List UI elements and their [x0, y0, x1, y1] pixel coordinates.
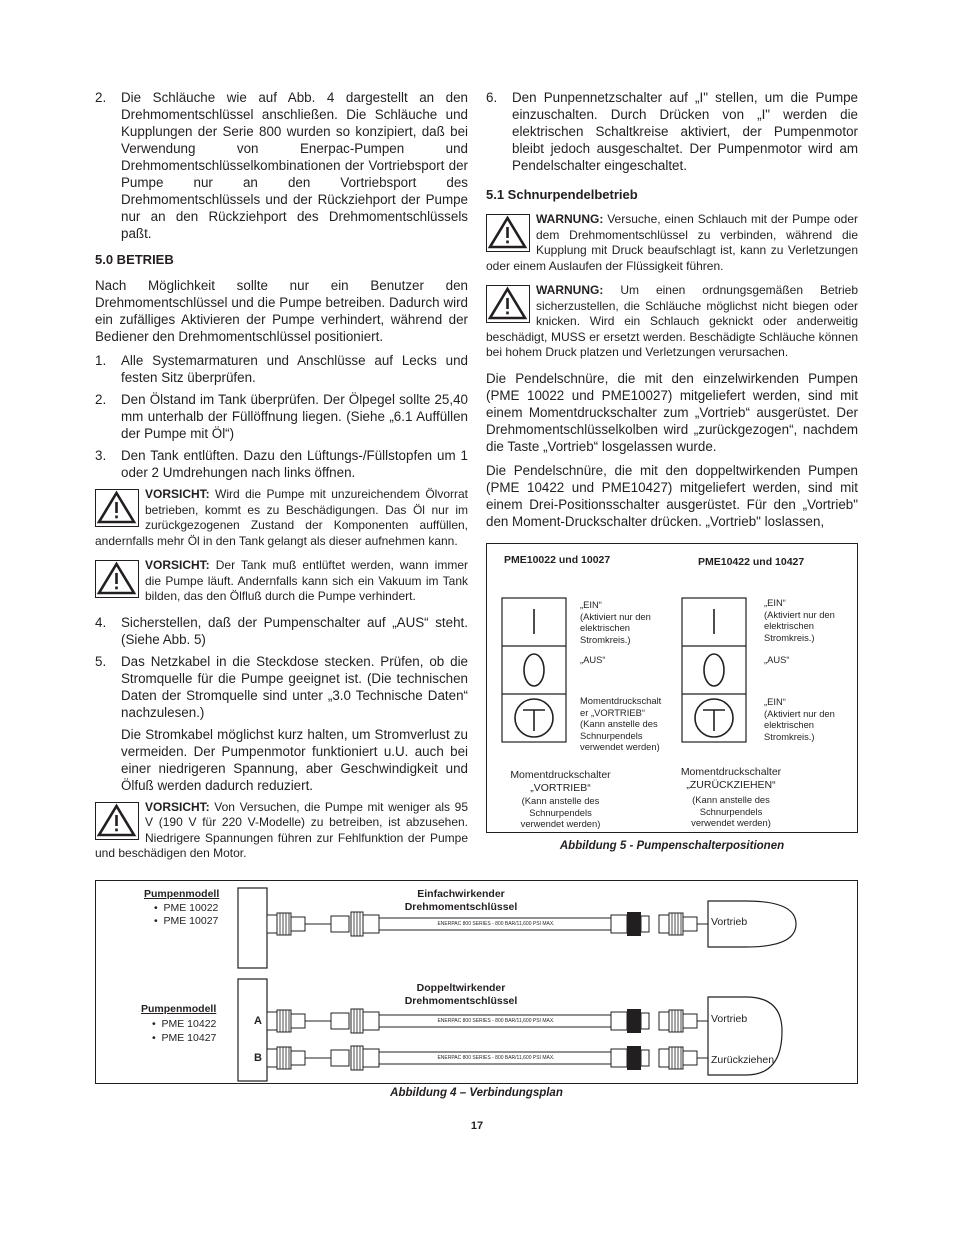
list-item: • PME 10422 — [152, 1018, 217, 1030]
warning-box: WARNUNG: Um einen ordnungsgemäßen Betrieb sicherzustellen, die Schläuche möglichst nicht biegen oder knicken. Wird ein Schlauch geknickt oder anderweitig beschädigt, MUSS er ersetzt werden. Beschädigte Schläuche können bei hohem Druck platzen und Verletzungen verursachen. — [486, 283, 859, 359]
pump-model-label-top: Pumpenmodell — [144, 888, 220, 900]
label-ein-right: „EIN“ (Aktiviert nur den elektrischen Stromkreis.) — [764, 597, 835, 643]
left-column — [95, 89, 468, 871]
advance-label: Vortrieb — [711, 916, 748, 928]
label-aus-left: „AUS“ — [580, 654, 606, 665]
caution-box: VORSICHT: Der Tank muß entlüftet werden, wann immer die Pumpe läuft. Andernfalls kann sich ein Vakuum im Tank bilden, das den Ölfluß durch die Pumpe verhindert. — [95, 558, 468, 605]
caution-box: VORSICHT: Wird die Pumpe mit unzureichendem Ölvorrat betrieben, kommt es zu Beschädigungen. Das Öl nur im zurückgezogenen Zustand der Komponenten auffüllen, andernfalls mehr Öl in den Tank gelangt als dieser aufnehmen kann. — [95, 487, 468, 548]
switch-panel-left — [501, 597, 567, 743]
switch-panel-right — [681, 597, 747, 743]
double-acting-title: Doppeltwirkender Drehmomentschlüssel — [404, 982, 518, 1007]
list-item: 2. Die Schläuche wie auf Abb. 4 dargestellt an den Drehmomentschlüssel anschließen. Die Schläuche und Kupplungen der Serie 800 wurden so konzipiert, daß bei Verwendung von Enerpac-Pumpen und Drehmomentschlüsselkombinationen der Vortriebsport der Pumpe nur an den Vortriebsport des Drehmomentschlüssels und der Rückziehport der Pumpe nur an den Rückziehport des Drehmomentschlüssels paßt. — [95, 90, 468, 241]
list-item: 2. Den Ölstand im Tank überprüfen. Der Ölpegel sollte 25,40 mm unterhalb der Füllöffnung liegen. (Siehe „6.1 Auffüllen der Pumpe mit Öl“) — [95, 392, 468, 441]
label-ein-left: „EIN“ (Aktiviert nur den elektrischen Stromkreis.) — [580, 599, 651, 645]
pump-model-label-bottom: Pumpenmodell — [141, 1003, 217, 1015]
caution-box: VORSICHT: Von Versuchen, die Pumpe mit weniger als 95 V (190 V für 220 V-Modelle) zu betreiben, ist abzusehen. Niedrigere Spannungen führen zur Fehlfunktion der Pumpe und beschädigen den Motor. — [95, 799, 468, 860]
list-item: 1. Alle Systemarmaturen und Anschlüsse auf Lecks und festen Sitz überprüfen. — [95, 353, 468, 385]
warning-triangle-icon — [486, 285, 530, 323]
warning-triangle-icon — [95, 802, 139, 840]
page-number: 17 — [470, 1120, 484, 1132]
list-item: 3. Den Tank entlüften. Dazu den Lüftungs-/Füllstopfen um 1 oder 2 Umdrehungen nach links öffnen. — [95, 448, 468, 480]
bottom-label-right-title: Momentdruckschalter „ZURÜCKZIEHEN“ — [680, 766, 782, 791]
connection-diagram-drawing — [96, 881, 857, 1083]
hose-label: ENERPAC 800 SERIES - 800 BAR/11,600 PSI MAX. — [437, 1018, 555, 1024]
figure-title-right: PME10422 und 10427 — [698, 556, 805, 568]
section-heading: 5.0 BETRIEB — [95, 252, 174, 267]
list-item: 4. Sicherstellen, daß der Pumpenschalter auf „AUS“ steht. (Siehe Abb. 5) — [95, 614, 468, 647]
port-a-label: A — [254, 1015, 262, 1027]
warning-triangle-icon — [95, 489, 139, 527]
section-heading: 5.1 Schnurpendelbetrieb — [486, 187, 638, 202]
bottom-label-left-sub: (Kann anstelle des Schnurpendels verwendet werden) — [520, 795, 601, 829]
advance-label: Vortrieb — [711, 1013, 748, 1025]
hose-label: ENERPAC 800 SERIES - 800 BAR/11,600 PSI MAX. — [437, 921, 555, 927]
list-item: • PME 10022 — [154, 902, 219, 914]
list-item: • PME 10427 — [152, 1032, 217, 1044]
port-b-label: B — [254, 1052, 262, 1064]
paragraph: Die Pendelschnüre, die mit den doppeltwirkenden Pumpen (PME 10422 und PME10427) mitgeliefert werden, sind mit einem Drei-Positionsschalter ausgerüstet. Für den „Vortrieb" den Moment-Druckschalter drücken. „Vortrieb" loslassen, — [486, 462, 858, 529]
warning-box: WARNUNG: Versuche, einen Schlauch mit der Pumpe oder dem Drehmomentschlüssel zu verbinden, während die Kupplung mit Druck beaufschlagt ist, kann zu Verletzungen oder einem Auslaufen der Flüssigkeit führen. — [486, 212, 858, 273]
single-acting-title: Einfachwirkender Drehmomentschlüssel — [404, 888, 518, 913]
list-item: 5. Das Netzkabel in die Steckdose stecken. Prüfen, ob die Stromquelle für die Pumpe geeignet ist. (Die technischen Daten der Stromquelle sind unter „3.0 Technische Daten“ nachzulesen.) — [95, 653, 468, 720]
label-aus-right: „AUS“ — [764, 654, 790, 665]
label-momentary-left: Momentdruckschalt er „VORTRIEB“ (Kann anstelle des Schnurpendels verwendet werden) — [580, 695, 662, 752]
figure-4-caption: Abbildung 4 – Verbindungsplan — [390, 1087, 563, 1099]
figure-4-connection-diagram — [95, 880, 858, 1084]
right-column — [486, 89, 858, 537]
figure-5-caption: Abbildung 5 - Pumpenschalterpositionen — [559, 840, 785, 852]
figure-title-left: PME10022 und 10027 — [504, 554, 611, 566]
list-item: • PME 10027 — [154, 915, 219, 927]
warning-triangle-icon — [95, 560, 139, 598]
figure-5-switch-positions — [486, 543, 858, 833]
retract-label: Zurückziehen — [711, 1054, 775, 1066]
label-ein-right-lower: „EIN“ (Aktiviert nur den elektrischen Stromkreis.) — [764, 696, 835, 742]
intro-paragraph: Nach Möglichkeit sollte nur ein Benutzer den Drehmomentschlüssel und die Pumpe betreiben. Dadurch wird ein zufälliges Aktivieren der Pumpe verhindert, während der Bediener den Drehmomentschlüssel positioniert. — [95, 278, 468, 344]
list-item: 6. Den Punpennetzschalter auf „I" stellen, um die Pumpe einzuschalten. Durch Drücken von „I" werden die elektrischen Schaltkreise aktiviert, der Pumpenmotor bleibt jedoch ausgeschaltet. Der Pumpenmotor wird am Pendelschalter eingeschaltet. — [486, 90, 858, 173]
paragraph: Die Pendelschnüre, die mit den einzelwirkenden Pumpen (PME 10022 und PME10027) mitgeliefert werden, sind mit einem Momentdruckschalter zum „Vortrieb“ ausgerüstet. Der Drehmomentschlüsselkolben wird „zurückgezogen“, nachdem die Taste „Vortrieb“ losgelassen wurde. — [486, 370, 858, 454]
bottom-label-left-title: Momentdruckschalter „VORTRIEB“ — [510, 769, 611, 794]
warning-triangle-icon — [486, 214, 530, 252]
hose-label: ENERPAC 800 SERIES - 800 BAR/11,600 PSI MAX. — [437, 1055, 555, 1061]
bottom-label-right-sub: (Kann anstelle des Schnurpendels verwendet werden) — [691, 794, 771, 828]
list-item-continuation: Die Stromkabel möglichst kurz halten, um Stromverlust zu vermeiden. Der Pumpenmotor funktioniert u.U. auch bei einer niedrigeren Spannung, aber Geschwindigkeit und Ölfuß werden dadurch reduziert. — [121, 726, 468, 793]
